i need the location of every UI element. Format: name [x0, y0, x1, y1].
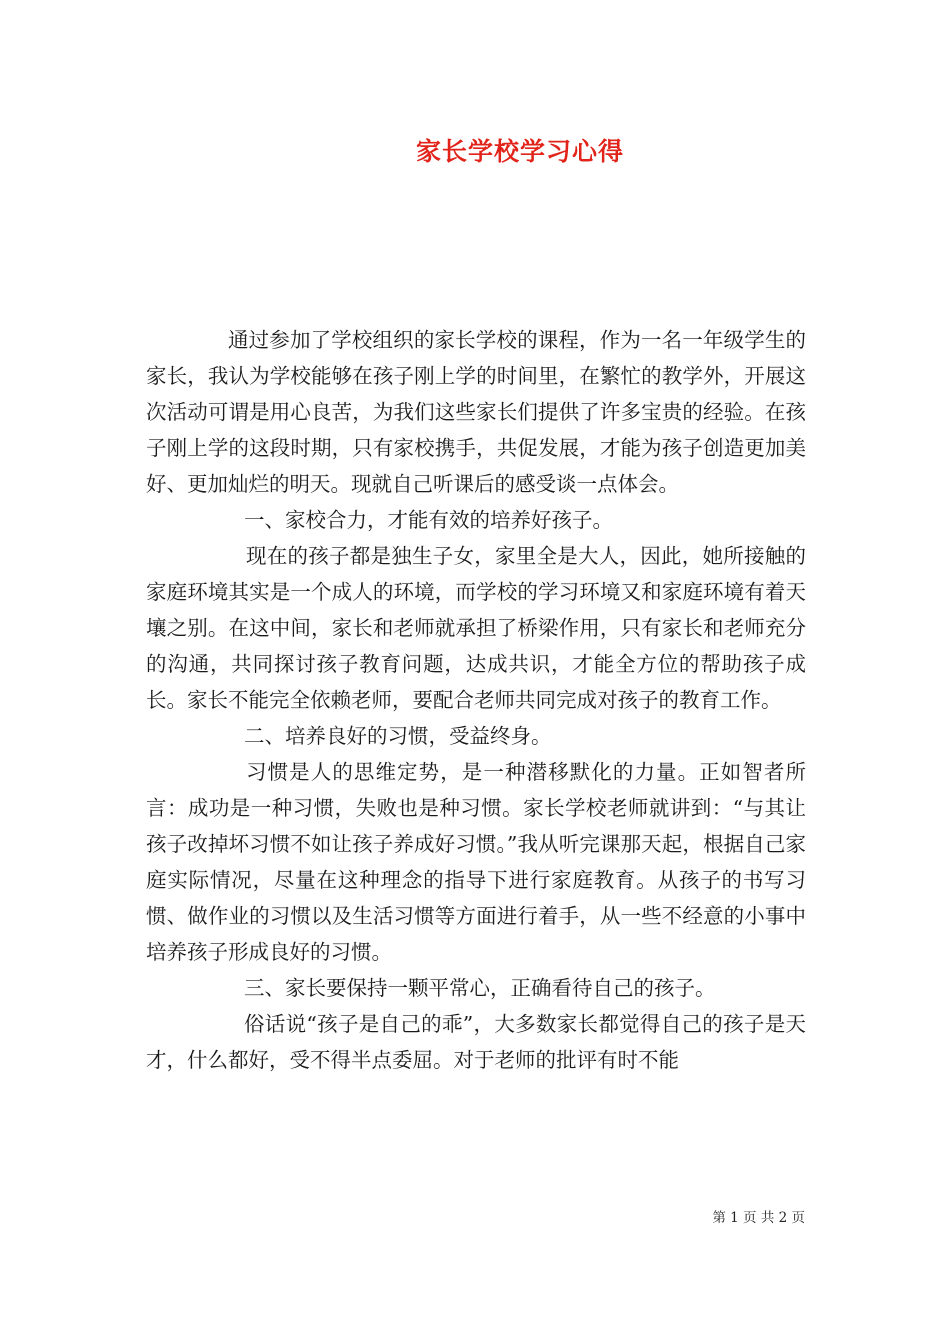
section-heading-2: 二、培养良好的习惯，受益终身。 [244, 724, 552, 748]
paragraph-section-2: 习惯是人的思维定势，是一种潜移默化的力量。正如智者所言：成功是一种习惯，失败也是种习惯。家长学校老师就讲到：“与其让孩子改掉坏习惯不如让孩子养成好习惯。”我从听完课那天起，根据自己家庭实际情况，尽量在这种理念的指导下进行家庭教育。从孩子的书写习惯、做作业的习惯以及生活习惯等方面进行着手，从一些不经意的小事中培养孩子形成良好的习惯。 [146, 760, 806, 964]
section-heading-1: 一、家校合力，才能有效的培养好孩子。 [244, 508, 613, 532]
paragraph-section-1: 现在的孩子都是独生子女，家里全是大人，因此，她所接触的家庭环境其实是一个成人的环境，而学校的学习环境又和家庭环境有着天壤之别。在这中间，家长和老师就承担了桥梁作用，只有家长和老师充分的沟通，共同探讨孩子教育问题，达成共识，才能全方位的帮助孩子成长。家长不能完全依赖老师，要配合老师共同完成对孩子的教育工作。 [146, 544, 806, 712]
section-heading-3: 三、家长要保持一颗平常心，正确看待自己的孩子。 [244, 976, 716, 1000]
paragraph-section-3: 俗话说“孩子是自己的乖”，大多数家长都觉得自己的孩子是天才，什么都好，受不得半点委屈。对于老师的批评有时不能 [146, 1012, 806, 1072]
document-title: 家长学校学习心得 [415, 137, 624, 166]
page-footer: 第 1 页 共 2 页 [712, 1210, 805, 1226]
paragraph-intro: 通过参加了学校组织的家长学校的课程，作为一名一年级学生的家长，我认为学校能够在孩子刚上学的时间里，在繁忙的教学外，开展这次活动可谓是用心良苦，为我们这些家长们提供了许多宝贵的经验。在孩子刚上学的这段时期，只有家校携手，共促发展，才能为孩子创造更加美好、更加灿烂的明天。现就自己听课后的感受谈一点体会。 [146, 328, 806, 496]
document-body [146, 322, 806, 1078]
